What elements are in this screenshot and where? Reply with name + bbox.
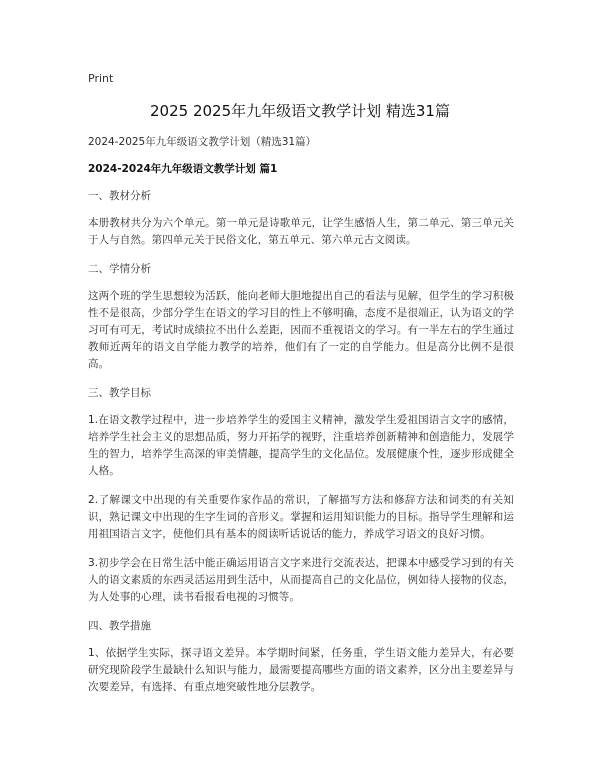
document-title: 2025 2025年九年级语文教学计划 精选31篇 bbox=[150, 102, 450, 120]
part-title: 2024-2024年九年级语文教学计划 篇1 bbox=[88, 163, 278, 175]
paragraph: 本册教材共分为六个单元。第一单元是诗歌单元，让学生感悟人生，第二单元、第三单元关于人与自然。第四单元关于民俗文化，第五单元、第六单元古文阅读。 bbox=[88, 217, 514, 246]
paragraph: 这两个班的学生思想较为活跃，能向老师大胆地提出自己的看法与见解，但学生的学习积极性不是很高，少部分学生在语文的学习目的性上不够明确，态度不是很端正，认为语文的学习可有可无，考试时成绩拉不出什么差距，因而不重视语文的学习。有一半左右的学生通过教师近两年的语文自学能力教学的培养，他们有了一定的自学能力。但是高分比例不是很高。 bbox=[88, 290, 514, 370]
paragraph: 3.初步学会在日常生活中能正确运用语言文字来进行交流表达，把课本中感受学习到的有关人的语文素质的东西灵活运用到生活中，从而提高自己的文化品位，例如待人接物的仪态，为人处事的心理，读书看报看电视的习惯等。 bbox=[88, 557, 514, 603]
document-subtitle: 2024-2025年九年级语文教学计划（精选31篇） bbox=[88, 136, 317, 148]
section-heading-measures: 四、教学措施 bbox=[88, 620, 151, 632]
paragraph: 1.在语文教学过程中，进一步培养学生的爱国主义精神，激发学生爱祖国语言文字的感情，培养学生社会主义的思想品质，努力开拓学的视野，注重培养创新精神和创造能力，发展学生的智力，培养学生高深的审美情趣，提高学生的文化品位。发展健康个性，逐步形成健全人格。 bbox=[88, 414, 514, 477]
print-label: Print bbox=[88, 72, 114, 85]
paragraph: 1、依据学生实际，探寻语文差异。本学期时间紧，任务重，学生语文能力差异大，有必要研究现阶段学生最缺什么知识与能力，最需要提高哪些方面的语文素养，区分出主要差异与次要差异，有选择、有重点地突破性地分层教学。 bbox=[88, 647, 514, 693]
document-body bbox=[88, 134, 514, 708]
section-heading-materials: 一、教材分析 bbox=[88, 190, 151, 202]
paragraph: 2.了解课文中出现的有关重要作家作品的常识，了解描写方法和修辞方法和词类的有关知识，熟记课文中出现的生字生词的音形义。掌握和运用知识能力的目标。指导学生理解和运用祖国语言文字，使他们具有基本的阅读听话说话的能力，养成学习语文的良好习惯。 bbox=[88, 494, 514, 540]
section-heading-students: 二、学情分析 bbox=[88, 263, 151, 275]
section-heading-goals: 三、教学目标 bbox=[88, 387, 151, 399]
